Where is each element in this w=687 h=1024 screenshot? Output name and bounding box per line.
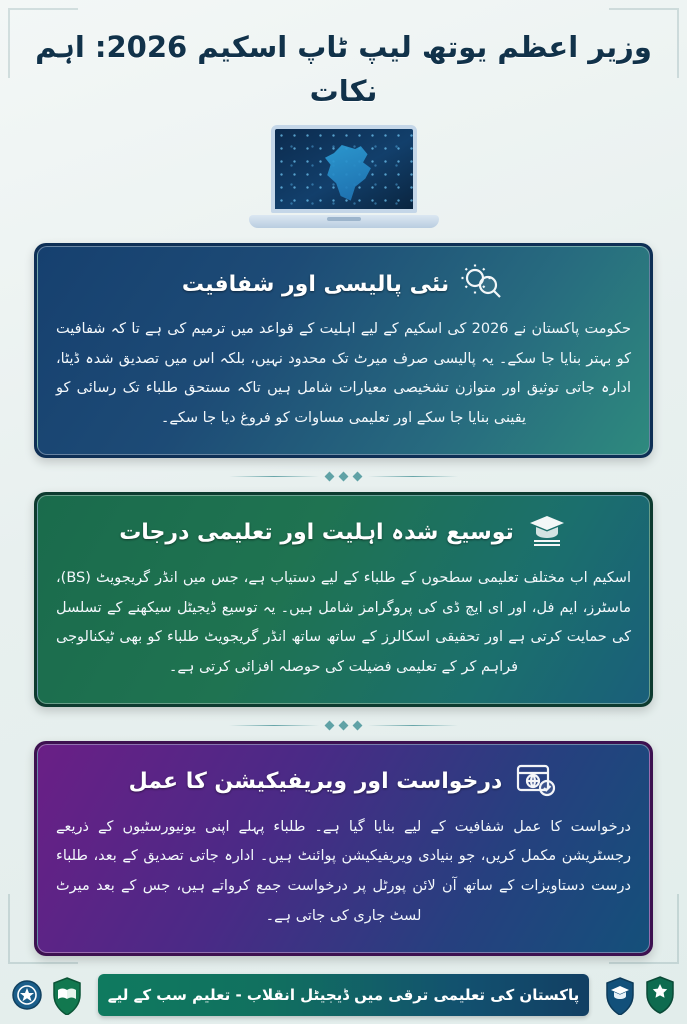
divider-ornament: [34, 711, 653, 741]
divider-diamond: [353, 721, 363, 731]
hec-seal-icon: [10, 975, 44, 1015]
divider-line-right: [229, 725, 319, 726]
divider-line-left: [368, 725, 458, 726]
footer: [0, 966, 687, 1024]
footer-left-emblems: [603, 975, 677, 1015]
divider-diamond: [339, 472, 349, 482]
divider-ornament: [34, 462, 653, 492]
hero-illustration: [0, 119, 687, 237]
section-header: [56, 761, 631, 803]
section-body: اسکیم اب مختلف تعلیمی سطحوں کے طلباء کے لیے دستیاب ہے، جس میں انڈر گریجویٹ (BS)، ماسٹرز، ایم فل، اور ای ایچ ڈی کی پروگرامز شامل ہیں۔ یہ توسیع ڈیجیٹل سیکھنے کے تسلسل کی حمایت کرتی ہے اور تحقیقی اسکالرز کے ساتھ ساتھ انڈر گریجویٹ طلباء کو بھی ٹیکنالوجی فراہم کر کے تعلیمی فضیلت کی حوصلہ افزائی کرتی ہے۔: [56, 569, 631, 676]
section-body: درخواست کا عمل شفافیت کے لیے بنایا گیا ہے۔ طلباء پہلے اپنی یونیورسٹیوں کے ذریعے رجسٹریشن مکمل کریں، جو بنیادی ویریفیکیشن پوائنٹ ہیں۔ ادارہ جاتی تصدیق کے بعد، طلباء درست دستاویزات کے ساتھ آن لائن پورٹل پر درخواست جمع کرواتے ہیں، جس کے بعد میرٹ لسٹ جاری کی جاتی ہے۔: [56, 818, 631, 924]
section-card-policy: [34, 243, 653, 458]
government-emblem-icon: [643, 975, 677, 1015]
divider-diamond: [325, 472, 335, 482]
laptop-trackpad: [327, 217, 361, 221]
divider-diamond: [353, 472, 363, 482]
corner-ornament-top-right: [609, 8, 679, 78]
laptop-screen: [271, 125, 417, 213]
footer-banner: پاکستان کی تعلیمی ترقی میں ڈیجیٹل انقلاب - تعلیم سب کے لیے: [98, 974, 589, 1016]
corner-ornament-top-left: [8, 8, 78, 78]
divider-line-left: [368, 476, 458, 477]
section-header: [56, 512, 631, 554]
graduation-cap-emblem-icon: [603, 975, 637, 1015]
footer-right-emblems: [10, 975, 84, 1015]
section-card-application: [34, 741, 653, 956]
sections-list: [0, 243, 687, 956]
page-title: وزیر اعظم یوتھ لیپ ٹاپ اسکیم 2026: اہم نکات: [35, 30, 652, 108]
section-header: [56, 263, 631, 305]
gear-magnifier-icon: [461, 263, 505, 305]
graduation-books-icon: [526, 512, 568, 554]
section-body: حکومت پاکستان نے 2026 کی اسکیم کے لیے اہلیت کے قواعد میں ترمیم کی ہے تا کہ شفافیت کو بہتر بنایا جا سکے۔ یہ پالیسی صرف میرٹ تک محدود نہیں، بلکہ اس میں تصدیق شدہ ڈیٹا، ادارہ جاتی توثیق اور متوازن تشخیصی معیارات شامل ہیں تاکہ مستحق طلباء تک رسائی کو یقینی بنایا جا سکے اور تعلیمی مساوات کو فروغ دیا جا سکے۔: [56, 321, 631, 427]
browser-check-globe-icon: [514, 761, 558, 803]
section-heading: درخواست اور ویریفیکیشن کا عمل: [128, 769, 503, 795]
divider-diamond: [339, 721, 349, 731]
open-book-emblem-icon: [50, 975, 84, 1015]
section-card-eligibility: [34, 492, 653, 707]
divider-line-right: [229, 476, 319, 477]
section-heading: نئی پالیسی اور شفافیت: [181, 271, 450, 297]
laptop-pakistan-map-icon: [249, 125, 439, 237]
section-heading: توسیع شدہ اہلیت اور تعلیمی درجات: [119, 520, 514, 546]
divider-diamond: [325, 721, 335, 731]
